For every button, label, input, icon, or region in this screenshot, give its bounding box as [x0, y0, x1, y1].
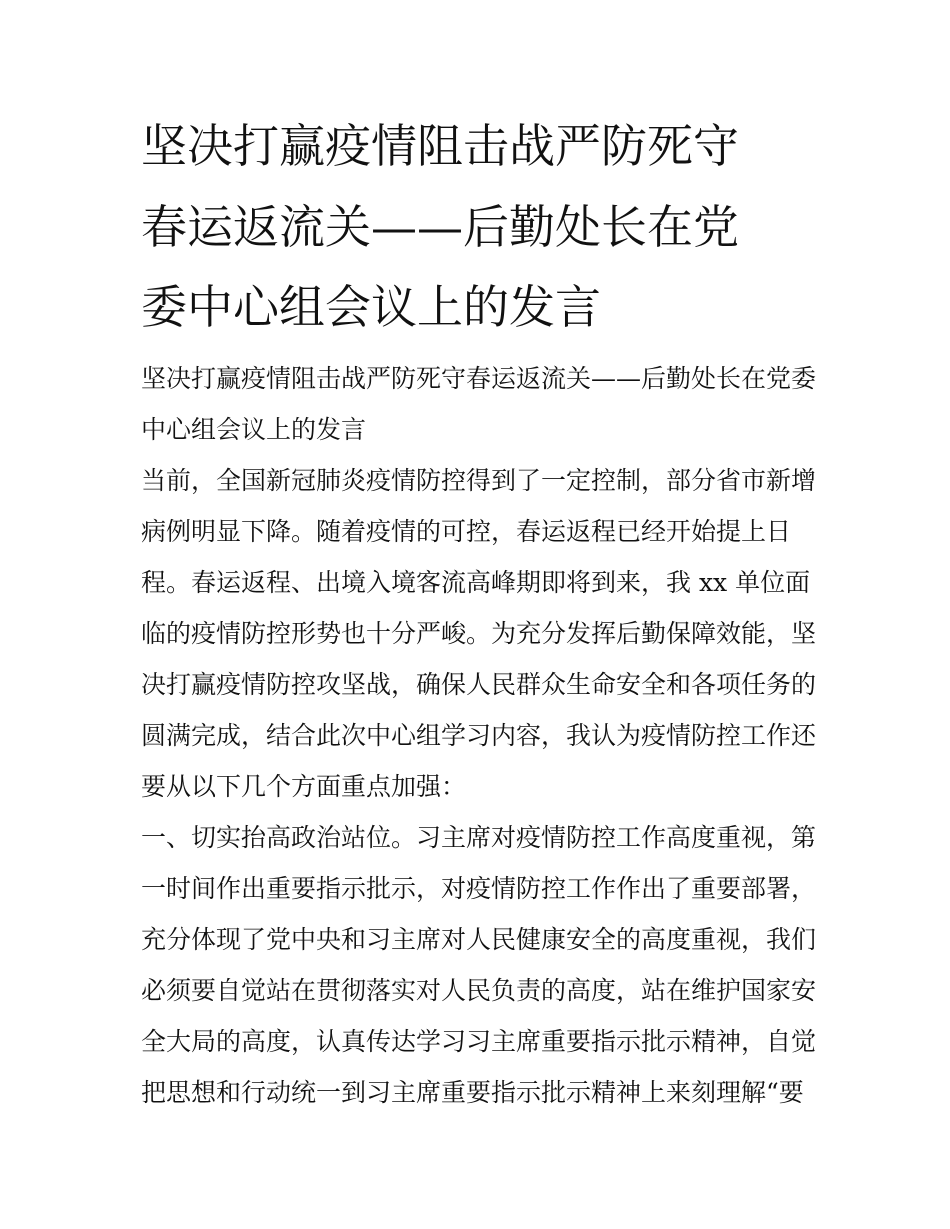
paragraph-line: 一、切实抬高政治站位。习主席对疫情防控工作高度重视，第 — [141, 823, 817, 852]
paragraph-line: 要从以下几个方面重点加强： — [141, 772, 467, 801]
document-title-line-3: 委中心组会议上的发言 — [141, 280, 601, 334]
paragraph-line: 全大局的高度，认真传达学习习主席重要指示批示精神，自觉 — [141, 1027, 817, 1056]
paragraph-line: 临的疫情防控形势也十分严峻。为充分发挥后勤保障效能，坚 — [141, 619, 817, 648]
subtitle-line-1: 坚决打赢疫情阻击战严防死守春运返流关——后勤处长在党委 — [141, 364, 817, 393]
paragraph-line: 当前，全国新冠肺炎疫情防控得到了一定控制，部分省市新增 — [141, 466, 817, 495]
paragraph-line: 决打赢疫情防控攻坚战，确保人民群众生命安全和各项任务的 — [141, 670, 817, 699]
paragraph-line: 充分体现了党中央和习主席对人民健康安全的高度重视，我们 — [141, 925, 817, 954]
document-title-line-1: 坚决打赢疫情阻击战严防死守 — [141, 119, 739, 173]
paragraph-line: 圆满完成，结合此次中心组学习内容，我认为疫情防控工作还 — [141, 721, 817, 750]
paragraph-line: 把思想和行动统一到习主席重要指示批示精神上来刻理解“要 — [141, 1078, 804, 1107]
subtitle-line-2: 中心组会议上的发言 — [141, 415, 367, 444]
paragraph-line: 一时间作出重要指示批示，对疫情防控工作作出了重要部署， — [141, 874, 817, 903]
paragraph-line: 病例明显下降。随着疫情的可控，春运返程已经开始提上日 — [141, 517, 792, 546]
paragraph-line: 必须要自觉站在贯彻落实对人民负责的高度，站在维护国家安 — [141, 976, 817, 1005]
paragraph-line: 程。春运返程、出境入境客流高峰期即将到来，我 xx 单位面 — [141, 568, 811, 597]
document-title-line-2: 春运返流关——后勤处长在党 — [141, 200, 739, 254]
